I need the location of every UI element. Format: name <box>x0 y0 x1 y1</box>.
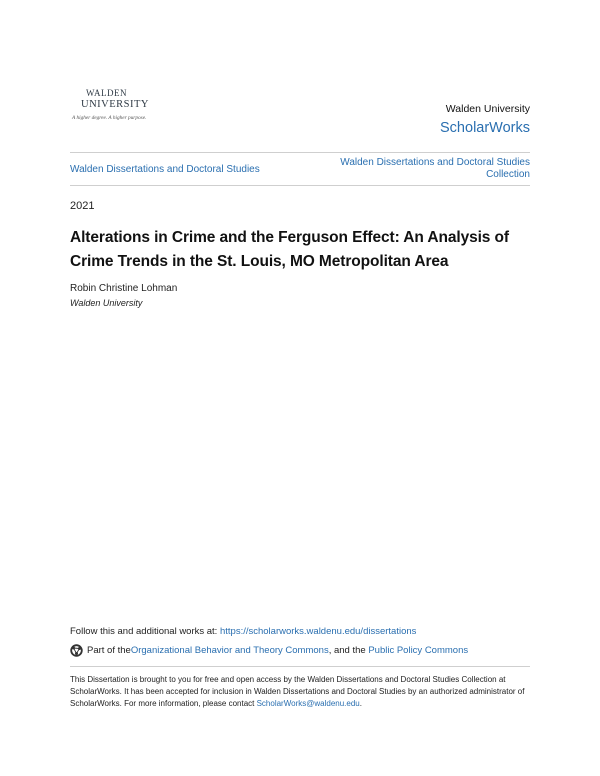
follow-prefix: Follow this and additional works at: <box>70 626 220 637</box>
collection-link-right[interactable]: Walden Dissertations and Doctoral Studies Collection <box>340 157 530 180</box>
divider-footer <box>70 666 530 667</box>
part-of-line <box>70 644 468 657</box>
logo-line-university: UNIVERSITY <box>81 99 149 110</box>
author-affiliation: Walden University <box>70 298 143 308</box>
access-notice <box>70 674 530 710</box>
org-behavior-commons-link[interactable]: Organizational Behavior and Theory Commons <box>130 645 329 656</box>
contact-email-link[interactable]: ScholarWorks@waldenu.edu <box>256 699 360 708</box>
divider-top <box>70 152 530 153</box>
public-policy-commons-link[interactable]: Public Policy Commons <box>368 645 469 656</box>
document-title: Alterations in Crime and the Ferguson Effect: An Analysis of Crime Trends in the St. Louis, MO Metropolitan Area <box>70 229 509 270</box>
notice-text: This Dissertation is brought to you for free and open access by the Walden Dissertations and Doctoral Studies Collection at ScholarWorks. It has been accepted for inclusion in Walden Dissertations and Doctoral Studies by an authorized administrator of ScholarWorks. For more information, please contact <box>70 675 525 708</box>
collection-link-left[interactable]: Walden Dissertations and Doctoral Studies <box>70 164 260 175</box>
notice-end: . <box>359 699 362 708</box>
author-name: Robin Christine Lohman <box>70 283 178 294</box>
publication-year: 2021 <box>70 200 95 212</box>
commons-network-icon <box>70 644 83 657</box>
follow-line <box>70 626 416 637</box>
repository-name[interactable]: ScholarWorks <box>440 120 530 136</box>
repository-institution: Walden University <box>445 103 530 115</box>
dissertations-url-link[interactable]: https://scholarworks.waldenu.edu/dissertations <box>219 626 417 637</box>
part-of-middle: , and the <box>328 645 369 656</box>
logo-tagline: A higher degree. A higher purpose. <box>72 115 147 121</box>
logo-line-walden: WALDEN <box>86 88 127 98</box>
divider-bottom <box>70 185 530 186</box>
part-of-prefix: Part of the <box>87 645 131 656</box>
